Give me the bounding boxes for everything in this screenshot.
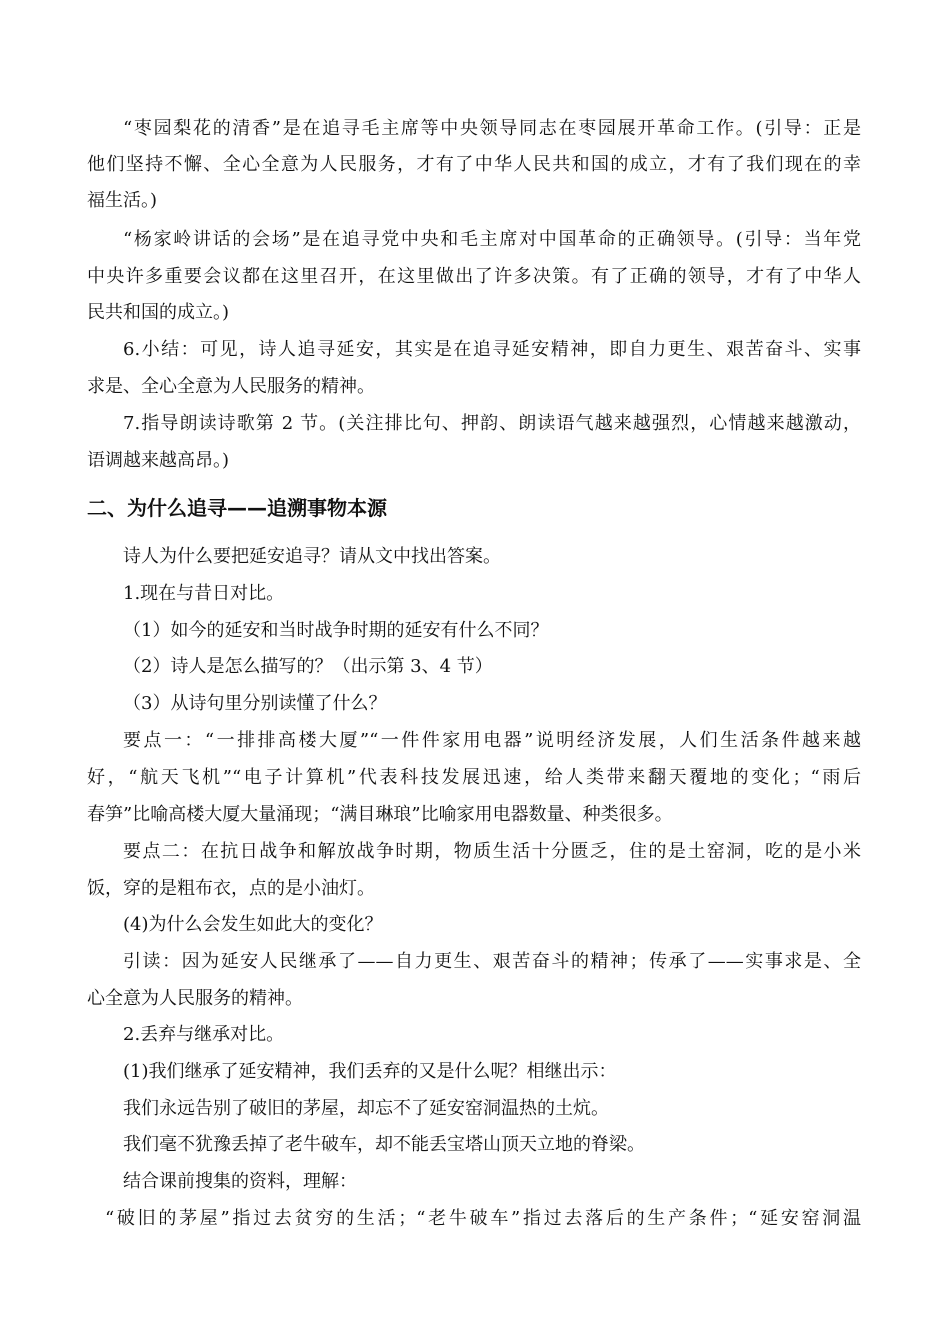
- paragraph-line: “破旧的茅屋”指过去贫穷的生活；“老牛破车”指过去落后的生产条件；“延安窑洞温: [105, 1208, 861, 1229]
- section-heading: 二、为什么追寻——追溯事物本源: [87, 496, 387, 520]
- paragraph-line: 要点一：“一排排高楼大厦”“一件件家用电器”说明经济发展，人们生活条件越来越: [123, 730, 861, 751]
- paragraph-line: 春笋”比喻高楼大厦大量涌现；“满目琳琅”比喻家用电器数量、种类很多。: [87, 804, 673, 825]
- paragraph-line: 好，“航天飞机”“电子计算机”代表科技发展迅速，给人类带来翻天覆地的变化；“雨后: [87, 767, 861, 788]
- paragraph-line: 中央许多重要会议都在这里召开，在这里做出了许多决策。有了正确的领导，才有了中华人: [87, 266, 861, 287]
- list-item: (1)我们继承了延安精神，我们丢弃的又是什么呢？相继出示：: [123, 1061, 617, 1082]
- paragraph-line: 6.小结：可见，诗人追寻延安，其实是在追寻延安精神，即自力更生、艰苦奋斗、实事: [123, 339, 861, 360]
- paragraph-line: “杨家岭讲话的会场”是在追寻党中央和毛主席对中国革命的正确领导。(引导：当年党: [123, 229, 861, 250]
- list-item: 2.丢弃与继承对比。: [123, 1024, 285, 1045]
- paragraph-line: 民共和国的成立。): [87, 302, 230, 323]
- paragraph-line: 结合课前搜集的资料，理解：: [123, 1171, 357, 1192]
- list-item: （1）如今的延安和当时战争时期的延安有什么不同？: [123, 620, 549, 641]
- list-item: （3）从诗句里分别读懂了什么？: [123, 693, 387, 714]
- paragraph-line: 饭，穿的是粗布衣，点的是小油灯。: [87, 878, 375, 899]
- list-item: 1.现在与昔日对比。: [123, 583, 285, 604]
- paragraph-line: 引读：因为延安人民继承了——自力更生、艰苦奋斗的精神；传承了——实事求是、全: [123, 951, 861, 972]
- paragraph-line: 语调越来越高昂。): [87, 450, 230, 471]
- paragraph-line: 诗人为什么要把延安追寻？请从文中找出答案。: [123, 546, 501, 567]
- paragraph-line: 他们坚持不懈、全心全意为人民服务，才有了中华人民共和国的成立，才有了我们现在的幸: [87, 154, 861, 175]
- paragraph-line: 要点二：在抗日战争和解放战争时期，物质生活十分匮乏，住的是土窑洞，吃的是小米: [123, 841, 861, 862]
- paragraph-line: 心全意为人民服务的精神。: [87, 988, 303, 1009]
- list-item: (4)为什么会发生如此大的变化？: [123, 914, 383, 935]
- paragraph-line: “枣园梨花的清香”是在追寻毛主席等中央领导同志在枣园展开革命工作。(引导：正是: [123, 118, 861, 139]
- quote-line: 我们永远告别了破旧的茅屋，却忘不了延安窑洞温热的土炕。: [123, 1098, 609, 1119]
- paragraph-line: 求是、全心全意为人民服务的精神。: [87, 376, 375, 397]
- quote-line: 我们毫不犹豫丢掉了老牛破车，却不能丢宝塔山顶天立地的脊梁。: [123, 1134, 645, 1155]
- paragraph-line: 福生活。): [87, 190, 158, 211]
- paragraph-line: 7.指导朗读诗歌第 2 节。(关注排比句、押韵、朗读语气越来越强烈，心情越来越激动，: [123, 413, 861, 434]
- list-item: （2）诗人是怎么描写的？（出示第 3、4 节）: [123, 656, 493, 677]
